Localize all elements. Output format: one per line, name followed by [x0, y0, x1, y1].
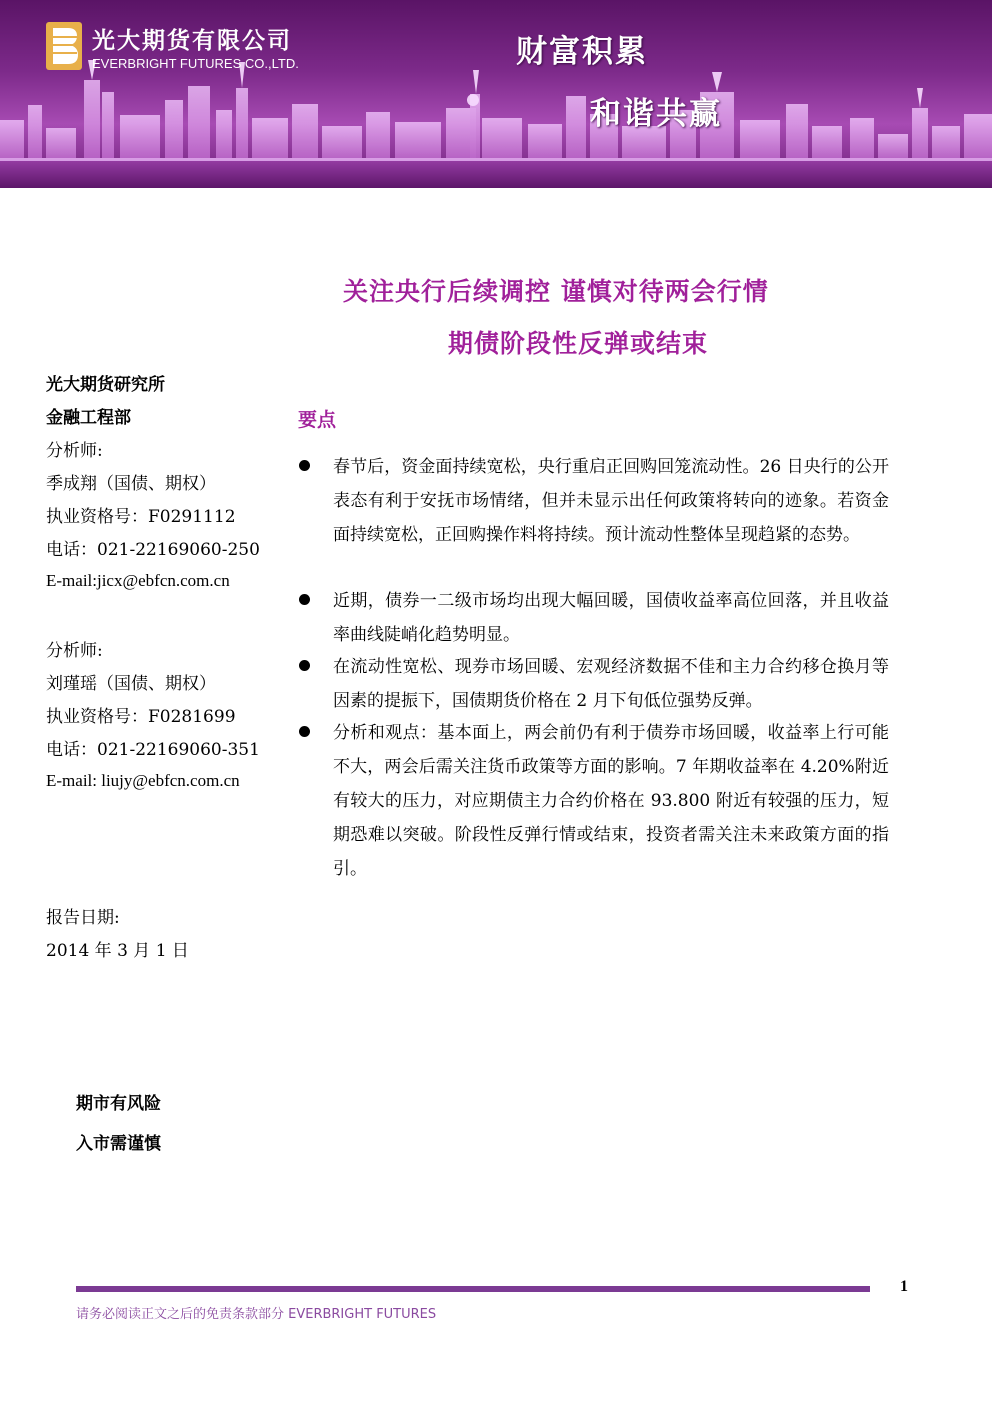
key-point-1: 春节后，资金面持续宽松，央行重启正回购回笼流动性。26 日央行的公开表态有利于安抚市场情绪，但并未显示出任何政策将转向的迹象。若资金面持续宽松，正回购操作料将持续。预计流动性整体呈现趋紧的态势。 — [333, 457, 889, 545]
key-point-2: 近期，债券一二级市场均出现大幅回暖，国债收益率高位回落，并且收益率曲线陡峭化趋势明显。 — [333, 591, 889, 645]
bullet-dot-icon — [299, 660, 310, 671]
analyst-1-label: 分析师: — [46, 441, 103, 461]
analyst-2-name: 刘瑾瑶（国债、期权） — [46, 674, 216, 694]
company-name-cn: 光大期货有限公司 — [92, 28, 292, 54]
report-title: 关注央行后续调控 谨慎对待两会行情 — [343, 277, 769, 306]
analyst-2-label: 分析师: — [46, 641, 103, 661]
analyst-1-license: 执业资格号：F0291112 — [46, 507, 236, 527]
report-date: 2014 年 3 月 1 日 — [46, 941, 189, 961]
institute-name: 光大期货研究所 — [46, 375, 165, 395]
key-points-heading: 要点 — [298, 409, 337, 431]
report-subtitle: 期债阶段性反弹或结束 — [448, 329, 709, 358]
analyst-1-phone: 电话：021-22169060-250 — [46, 540, 260, 560]
slogan-line-2: 和谐共赢 — [590, 96, 722, 132]
department-name: 金融工程部 — [46, 408, 131, 428]
slogan-line-1: 财富积累 — [516, 34, 648, 70]
analyst-2-email: E-mail: liujy@ebfcn.com.cn — [46, 771, 240, 790]
analyst-1-email: E-mail:jicx@ebfcn.com.cn — [46, 571, 230, 590]
header-banner — [0, 0, 992, 188]
company-name-en: EVERBRIGHT FUTURES CO.,LTD. — [92, 56, 299, 71]
page-number: 1 — [900, 1278, 908, 1295]
analyst-2-phone: 电话：021-22169060-351 — [46, 740, 260, 760]
everbright-logo-icon — [46, 22, 82, 70]
risk-warning-line-1: 期市有风险 — [76, 1094, 161, 1114]
key-point-4: 分析和观点：基本面上，两会前仍有利于债券市场回暖，收益率上行可能不大，两会后需关注货币政策等方面的影响。7 年期收益率在 4.20%附近有较大的压力，对应期债主力合约价格在 93.800 附近有较强的压力，短期恐难以突破。阶段性反弹行情或结束，投资者需关注未来政策方面的指引。 — [333, 723, 889, 879]
footer-divider — [76, 1286, 870, 1292]
report-date-label: 报告日期: — [46, 908, 120, 928]
bullet-dot-icon — [299, 460, 310, 471]
analyst-1-name: 季成翔（国债、期权） — [46, 474, 216, 494]
bullet-dot-icon — [299, 594, 310, 605]
bullet-dot-icon — [299, 726, 310, 737]
risk-warning-line-2: 入市需谨慎 — [76, 1134, 161, 1154]
footer-disclaimer: 请务必阅读正文之后的免责条款部分 EVERBRIGHT FUTURES — [76, 1307, 437, 1322]
analyst-2-license: 执业资格号：F0281699 — [46, 707, 236, 727]
key-point-3: 在流动性宽松、现券市场回暖、宏观经济数据不佳和主力合约移仓换月等因素的提振下，国债期货价格在 2 月下旬低位强势反弹。 — [333, 657, 889, 711]
